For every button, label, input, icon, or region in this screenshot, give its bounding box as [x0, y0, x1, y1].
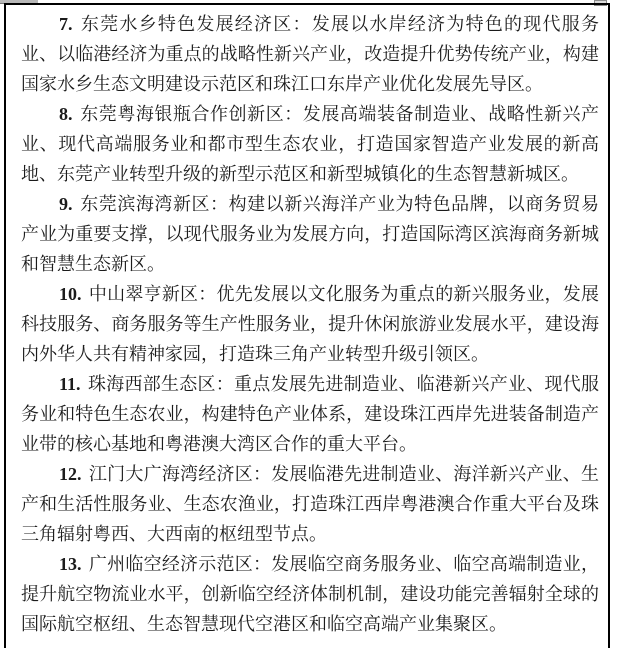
document-body — [21, 9, 599, 639]
paragraph-number: 12. — [59, 464, 82, 484]
paragraph-number: 8. — [59, 104, 73, 124]
paragraph-number: 13. — [59, 554, 82, 574]
paragraph-text: 广州临空经济示范区：发展临空商务服务业、临空高端制造业，提升航空物流业水平，创新临空经济体制机制，建设功能完善辐射全球的国际航空枢纽、生态智慧现代空港区和临空高端产业集聚区。 — [21, 554, 599, 634]
scan-artifact-top-right — [594, 0, 607, 6]
paragraph-12 — [21, 459, 599, 549]
paragraph-7 — [21, 9, 599, 99]
paragraph-text: 东莞粤海银瓶合作创新区：发展高端装备制造业、战略性新兴产业、现代高端服务业和都市型生态农业，打造国家智造产业发展的新高地、东莞产业转型升级的新型示范区和新型城镇化的生态智慧新城区。 — [21, 104, 599, 184]
scan-artifact-top-left — [0, 0, 38, 4]
paragraph-text: 东莞滨海湾新区：构建以新兴海洋产业为特色品牌，以商务贸易产业为重要支撑，以现代服务业为发展方向，打造国际湾区滨海商务新城和智慧生态新区。 — [21, 194, 599, 274]
paragraph-text: 东莞水乡特色发展经济区：发展以水岸经济为特色的现代服务业、以临港经济为重点的战略性新兴产业，改造提升优势传统产业，构建国家水乡生态文明建设示范区和珠江口东岸产业优化发展先导区。 — [21, 14, 599, 94]
paragraph-9 — [21, 189, 599, 279]
paragraph-number: 9. — [59, 194, 73, 214]
paragraph-number: 7. — [59, 14, 73, 34]
paragraph-8 — [21, 99, 599, 189]
paragraph-11 — [21, 369, 599, 459]
paragraph-10 — [21, 279, 599, 369]
paragraph-number: 11. — [59, 374, 81, 394]
paragraph-text: 中山翠亨新区：优先发展以文化服务为重点的新兴服务业，发展科技服务、商务服务等生产性服务业，提升休闲旅游业发展水平，建设海内外华人共有精神家园，打造珠三角产业转型升级引领区。 — [21, 284, 599, 364]
paragraph-13 — [21, 549, 599, 639]
paragraph-number: 10. — [59, 284, 82, 304]
paragraph-text: 珠海西部生态区：重点发展先进制造业、临港新兴产业、现代服务业和特色生态农业，构建特色产业体系，建设珠江西岸先进装备制造产业带的核心基地和粤港澳大湾区合作的重大平台。 — [21, 374, 599, 454]
paragraph-text: 江门大广海湾经济区：发展临港先进制造业、海洋新兴产业、生产和生活性服务业、生态农渔业，打造珠江西岸粤港澳合作重大平台及珠三角辐射粤西、大西南的枢纽型节点。 — [21, 464, 599, 544]
